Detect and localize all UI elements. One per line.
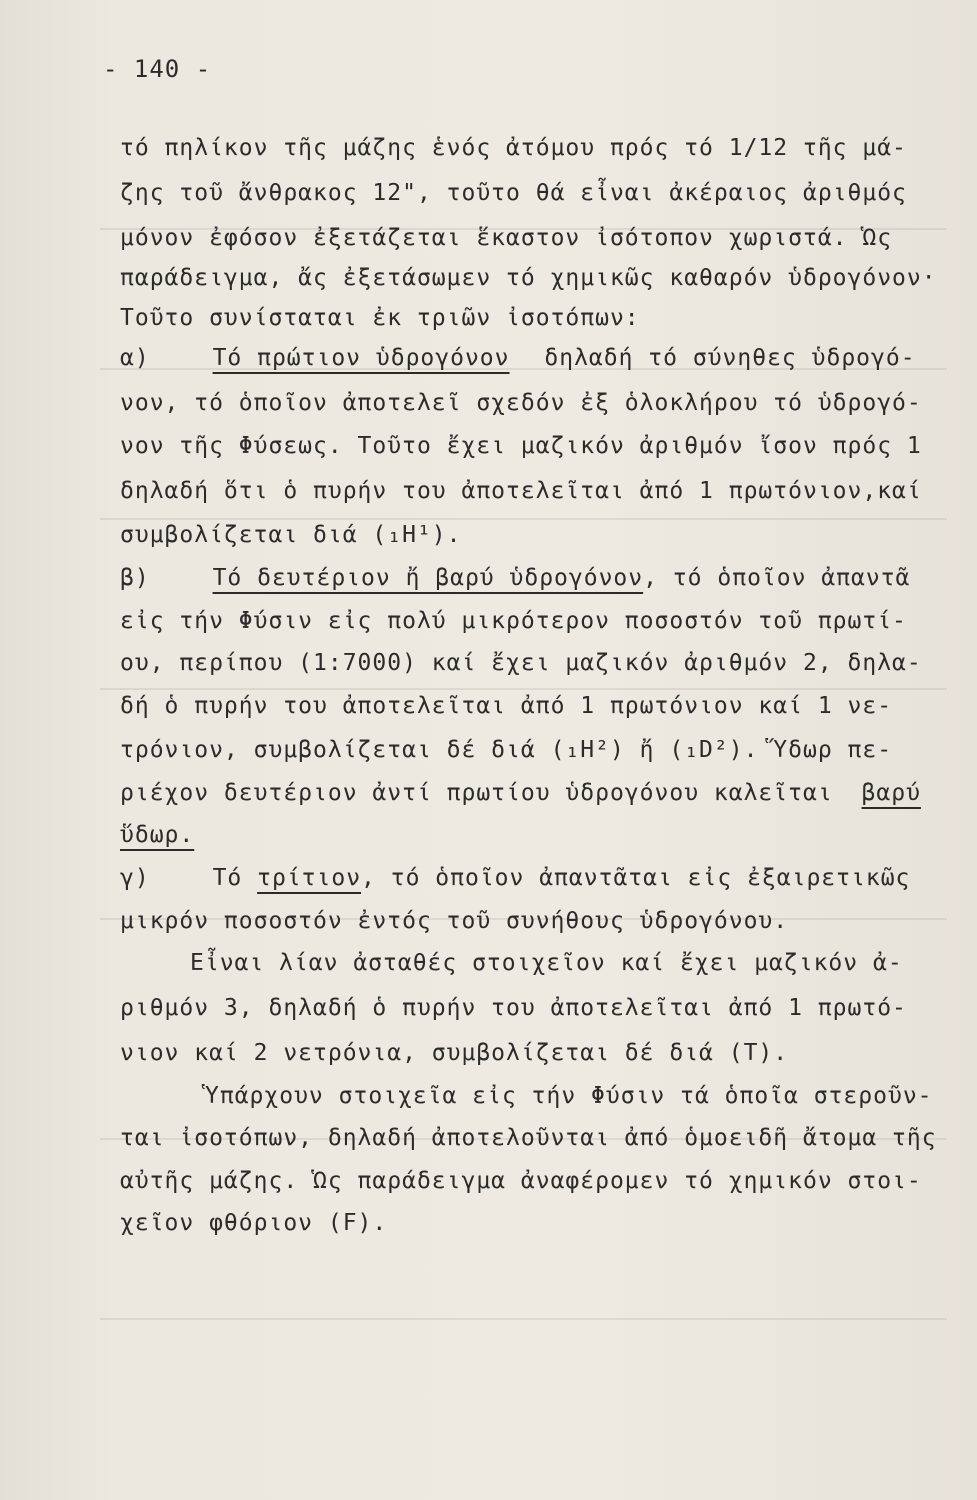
item-b-term: Τό δευτέριον ἤ βαρύ ὑδρογόνον [212,565,644,591]
text-line: , τό ὁποῖον ἀπαντᾶ [643,565,911,591]
text-line: παράδειγμα, ἄς ἐξετάσωμεν τό χημικῶς καθαρόν ὑδρογόνον· [120,265,937,291]
text-line: ριέχον δευτέριον ἀντί πρωτίου ὑδρογόνου καλεῖται [120,780,833,806]
text-line: Εἶναι λίαν ἀσταθές στοιχεῖον καί ἔχει μαζικόν ἀ- [190,950,903,976]
bleed-through [100,688,947,690]
text-line: συμβολίζεται διά (₁H¹). [120,522,462,548]
item-c-prefix: Τό [212,865,258,891]
page-number: - 140 - [103,55,212,83]
text-line: ου, περίπου (1:7000) καί ἔχει μαζικόν ἀριθμόν 2, δηλα- [120,650,922,676]
item-a [120,345,977,371]
text-line: νιον καί 2 νετρόνια, συμβολίζεται δέ διά (Τ). [120,1040,789,1066]
text-line: εἰς τήν Φύσιν εἰς πολύ μικρότερον ποσοστόν τοῦ πρωτί- [120,608,907,634]
heavy-water-line [120,780,977,806]
text-line: ται ἰσοτόπων, δηλαδή ἀποτελοῦνται ἀπό ὁμοειδῆ ἄτομα τῆς [120,1125,937,1151]
bleed-through [100,518,947,520]
text-line: δή ὁ πυρήν του ἀποτελεῖται ἀπό 1 πρωτόνιον καί 1 νε- [120,693,893,719]
text-line: ριθμόν 3, δηλαδή ὁ πυρήν του ἀποτελεῖται ἀπό 1 πρωτό- [120,995,907,1021]
text-line: αὐτῆς μάζης. Ὡς παράδειγμα ἀναφέρομεν τό χημικόν στοι- [120,1168,922,1194]
item-c-label: γ) [120,865,150,891]
text-line: νον, τό ὁποῖον ἀποτελεῖ σχεδόν ἐξ ὁλοκλήρου τό ὑδρογό- [120,390,922,416]
item-b-label: β) [120,565,150,591]
text-line: δηλαδή ὅτι ὁ πυρήν του ἀποτελεῖται ἀπό 1 πρωτόνιον,καί [120,478,922,504]
bleed-through [100,1318,947,1320]
text-line: νον τῆς Φύσεως. Τοῦτο ἔχει μαζικόν ἀριθμόν ἴσον πρός 1 [120,433,922,459]
item-c-term: τρίτιον [257,865,362,891]
text-line: μόνον ἐφόσον ἐξετάζεται ἕκαστον ἰσότοπον χωριστά. Ὡς [120,225,893,251]
text-line: μικρόν ποσοστόν ἐντός τοῦ συνήθους ὑδρογόνου. [120,908,789,934]
item-a-term: Τό πρώτιον ὑδρογόνον [212,345,510,371]
text-line: ζης τοῦ ἄνθρακος 12", τοῦτο θά εἶναι ἀκέραιος ἀριθμός [120,180,907,206]
text-line: , τό ὁποῖον ἀπαντᾶται εἰς ἐξαιρετικῶς [361,865,911,891]
heavy-water-term: ὕδωρ. [120,822,195,848]
item-b [120,565,977,591]
item-c [120,865,977,891]
text-line: τό πηλίκον τῆς μάζης ἑνός ἀτόμου πρός τό 1/12 τῆς μά- [120,135,907,161]
item-a-label: α) [120,345,150,371]
text-line: Ὑπάρχουν στοιχεῖα εἰς τήν Φύσιν τά ὁποῖα στεροῦν- [205,1083,933,1109]
text-line: Τοῦτο συνίσταται ἐκ τριῶν ἰσοτόπων: [120,305,640,331]
heavy-water-line-2 [120,822,977,848]
text-line: δηλαδή τό σύνηθες ὑδρογό- [544,345,916,371]
text-line: τρόνιον, συμβολίζεται δέ διά (₁H²) ἤ (₁D²). Ὕδωρ πε- [120,737,893,763]
heavy-water-term: βαρύ [861,780,921,806]
text-line: χεῖον φθόριον (F). [120,1210,388,1236]
